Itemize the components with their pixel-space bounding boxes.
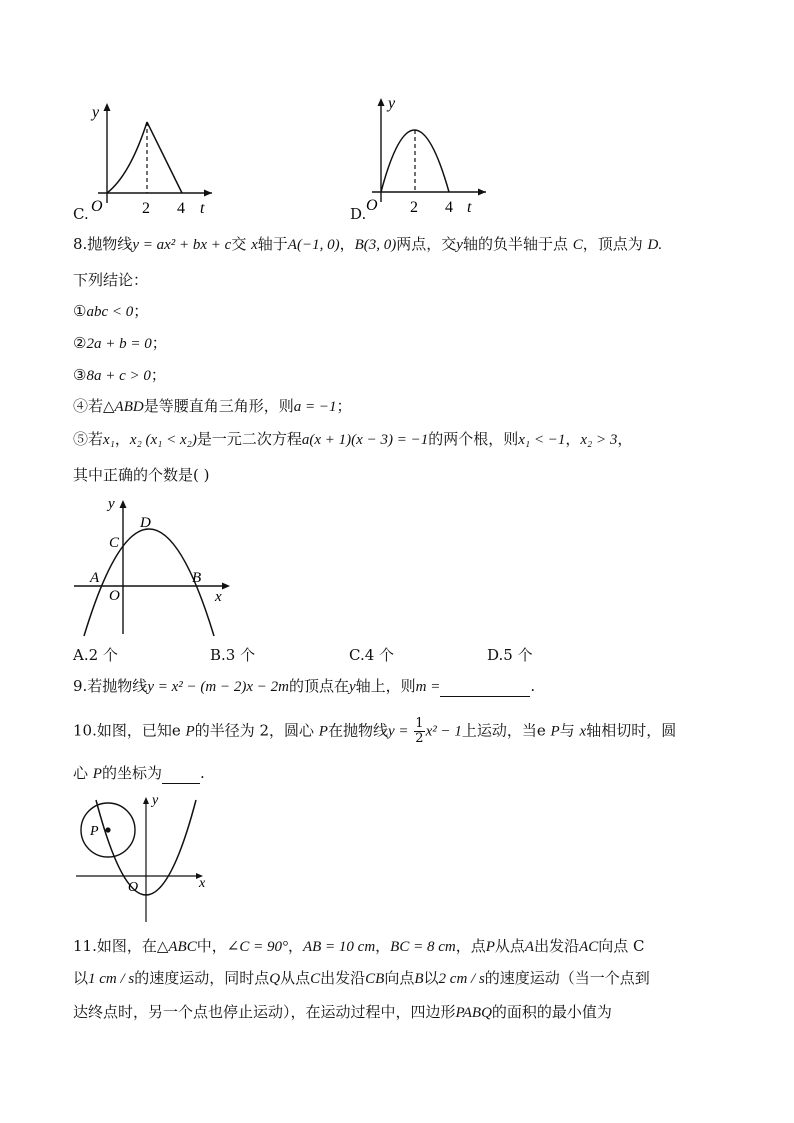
origin-label: O — [366, 197, 378, 214]
q10-var-x: x — [579, 723, 587, 740]
q11-text: 的速度运动，同时点 — [134, 969, 270, 987]
q9-var-m: m = — [415, 679, 441, 695]
q10-text: 心 — [73, 764, 89, 782]
origin-label: O — [109, 588, 120, 604]
q11-expr: 2 cm / s — [438, 971, 485, 987]
q9-text: 轴上，则 — [355, 677, 416, 695]
q11-text: 的速度运动（当一个点到 — [484, 969, 650, 987]
x-axis-arrow-icon — [222, 583, 230, 590]
statement-text: 是等腰直角三角形，则 — [143, 397, 294, 415]
x-axis-arrow-icon — [478, 189, 486, 196]
option-a: A.2 个 — [73, 646, 118, 664]
q10-line-1 — [73, 717, 676, 746]
q11-text: 向点 C — [598, 937, 645, 955]
graph-d-figure — [350, 90, 500, 225]
q11-text: 出发沿 — [320, 969, 366, 987]
center-point-p — [105, 827, 110, 832]
q9-text: 的顶点在 — [288, 677, 349, 695]
q8-point-a: A(−1, 0) — [287, 237, 340, 253]
origin-label: O — [128, 880, 139, 895]
x-axis-label: x — [199, 876, 206, 891]
y-axis-label: y — [152, 793, 159, 808]
q8-text: 轴的负半轴于点 — [462, 235, 568, 253]
q11-var: AC — [579, 939, 599, 955]
option-d: D.5 个 — [487, 646, 533, 664]
q10-eq-start: y = — [387, 723, 409, 740]
q9-var-y: y — [348, 679, 356, 695]
option-c: C.4 个 — [349, 646, 395, 664]
q8-text: 两点，交 — [396, 235, 457, 253]
q11-var: C — [310, 971, 321, 987]
circle-symbol: e — [536, 721, 546, 740]
q8-text: 交 — [231, 235, 247, 253]
q8-statement-2 — [73, 333, 167, 354]
q11-var: Q — [269, 971, 281, 987]
y-axis-arrow-icon — [378, 98, 385, 106]
statement-number: ④若 — [73, 397, 104, 415]
option-d-label: D. — [350, 205, 367, 223]
q8-line-2: 下列结论： — [73, 271, 149, 289]
statement-expr: △ABD — [103, 399, 144, 415]
fraction-denominator: 2 — [415, 731, 424, 746]
x-axis-label: t — [467, 199, 472, 216]
q10-line-2 — [73, 763, 205, 784]
q8-statement-3 — [73, 365, 166, 386]
statement-text: ， — [617, 430, 633, 448]
falling-line — [147, 122, 182, 193]
q8-equation: y = ax² + bx + c — [132, 237, 232, 253]
q8-var-x: x — [251, 237, 258, 253]
q10-text: 与 — [559, 721, 575, 740]
q11-var: B — [414, 971, 424, 987]
q11-text: 以 — [423, 969, 439, 987]
q11-text: ，点 — [455, 937, 486, 955]
tick-label-2: 2 — [142, 200, 150, 217]
q10-var-p: P — [92, 766, 102, 782]
x-axis-arrow-icon — [204, 190, 212, 197]
q11-expr: △ABC — [156, 939, 197, 955]
graph-c-figure — [70, 95, 220, 225]
statement-expr: x₂ (x₁ < x₂) — [129, 432, 197, 448]
y-axis-label: y — [388, 95, 396, 112]
q10-var-p: P — [185, 723, 195, 740]
q8-point-c: C — [572, 237, 583, 253]
q10-text: 的坐标为 — [101, 764, 162, 782]
tick-label-4: 4 — [445, 199, 453, 216]
q10-text: 的半径为 2，圆心 — [194, 721, 315, 740]
q8-point-b: B(3, 0) — [354, 237, 397, 253]
statement-number: ② — [73, 334, 87, 352]
statement-text: ， — [565, 430, 581, 448]
y-axis-arrow-icon — [104, 103, 111, 111]
point-d-label: D — [140, 515, 151, 531]
circle-symbol: e — [171, 721, 181, 740]
statement-expr: 2a + b = 0 — [86, 336, 152, 352]
q8-text: ，顶点为 — [582, 235, 643, 253]
q11-text: 从点 — [494, 937, 525, 955]
tick-label-4: 4 — [177, 200, 185, 217]
y-axis-label: y — [92, 104, 100, 121]
q11-line-2 — [73, 968, 650, 989]
q11-text: 11.如图，在 — [73, 937, 157, 955]
q10-text: 在抛物线 — [327, 721, 388, 740]
fraction-numerator: 1 — [415, 716, 424, 731]
q11-text: 达终点时，另一个点也停止运动），在运动过程中，四边形 — [73, 1003, 456, 1021]
q10-end: . — [199, 764, 205, 782]
q8-text: ， — [339, 235, 355, 253]
q10-text: 轴相切时，圆 — [586, 721, 677, 740]
statement-number: ③ — [73, 366, 87, 384]
q8-text: 轴于 — [257, 235, 288, 253]
statement-expr: 8a + c > 0 — [86, 368, 151, 384]
option-c-label: C. — [73, 205, 89, 223]
q11-line-3 — [73, 1002, 612, 1023]
q10-var-p: P — [550, 723, 560, 740]
q10-text: 上运动，当 — [461, 721, 537, 740]
q9-line — [73, 676, 535, 697]
q8-point-d: D. — [647, 237, 663, 253]
origin-label: O — [91, 198, 103, 215]
q11-expr: AB = 10 cm — [302, 939, 376, 955]
q11-text: ， — [375, 937, 391, 955]
q11-expr: BC = 8 cm — [390, 939, 456, 955]
q8-statement-1 — [73, 301, 148, 322]
q11-text: 出发沿 — [534, 937, 580, 955]
option-b: B.3 个 — [210, 646, 256, 664]
q9-equation: y = x² − (m − 2)x − 2m — [147, 679, 289, 695]
statement-expr: x₁ — [103, 432, 115, 448]
statement-end: ； — [336, 397, 352, 415]
statement-text: ， — [114, 430, 130, 448]
q11-var: A — [524, 939, 535, 955]
q11-var: CB — [365, 971, 385, 987]
q11-text: 以 — [73, 969, 89, 987]
q10-lead: 10.如图，已知 — [73, 721, 172, 740]
y-axis-arrow-icon — [143, 797, 149, 804]
tick-label-2: 2 — [410, 199, 418, 216]
q11-text: 中， — [196, 937, 227, 955]
x-axis-label: t — [200, 200, 205, 217]
point-c-label: C — [109, 535, 120, 551]
y-axis-label: y — [108, 496, 115, 512]
rising-curve — [107, 122, 147, 193]
statement-end: ； — [151, 334, 167, 352]
q8-lead: 8.抛物线 — [73, 235, 133, 253]
answer-blank[interactable] — [162, 767, 200, 784]
y-axis-arrow-icon — [120, 500, 127, 508]
statement-text: 是一元二次方程 — [196, 430, 302, 448]
q8-parabola-figure — [70, 492, 240, 640]
statement-text: 的两个根，则 — [428, 430, 519, 448]
statement-number: ① — [73, 302, 87, 320]
q8-line-1 — [73, 234, 662, 255]
q11-text: 的面积的最小值为 — [491, 1003, 612, 1021]
q11-var: PABQ — [455, 1005, 492, 1021]
q8-var-y: y — [456, 237, 463, 253]
statement-expr: x₂ > 3 — [580, 432, 618, 448]
q11-expr: 1 cm / s — [88, 971, 135, 987]
q8-statement-5 — [73, 429, 632, 450]
fraction-half — [414, 717, 424, 746]
q9-lead: 9.若抛物线 — [73, 677, 148, 695]
point-b-label: B — [192, 570, 202, 586]
q9-end: . — [530, 677, 536, 695]
statement-number: ⑤若 — [73, 430, 104, 448]
q10-var-p: P — [318, 723, 328, 740]
point-p-label: P — [90, 824, 99, 839]
statement-expr: a = −1 — [293, 399, 337, 415]
point-a-label: A — [90, 570, 100, 586]
q8-question: 其中正确的个数是( ) — [73, 466, 210, 484]
statement-end: ； — [150, 366, 166, 384]
statement-expr: a(x + 1)(x − 3) = −1 — [301, 432, 429, 448]
q10-circle-figure — [72, 790, 212, 925]
x-axis-label: x — [215, 589, 222, 605]
statement-expr: x₁ < −1 — [518, 432, 566, 448]
q10-eq-end: x² − 1 — [425, 723, 462, 740]
answer-blank[interactable] — [440, 680, 530, 697]
statement-expr: abc < 0 — [86, 304, 134, 320]
q11-text: 从点 — [280, 969, 311, 987]
q8-statement-4 — [73, 396, 352, 417]
q11-text: ， — [287, 937, 303, 955]
q11-text: 向点 — [384, 969, 415, 987]
statement-end: ； — [133, 302, 149, 320]
q11-var: P — [485, 939, 495, 955]
q11-expr: ∠C = 90° — [226, 939, 288, 955]
q11-line-1 — [73, 936, 645, 957]
